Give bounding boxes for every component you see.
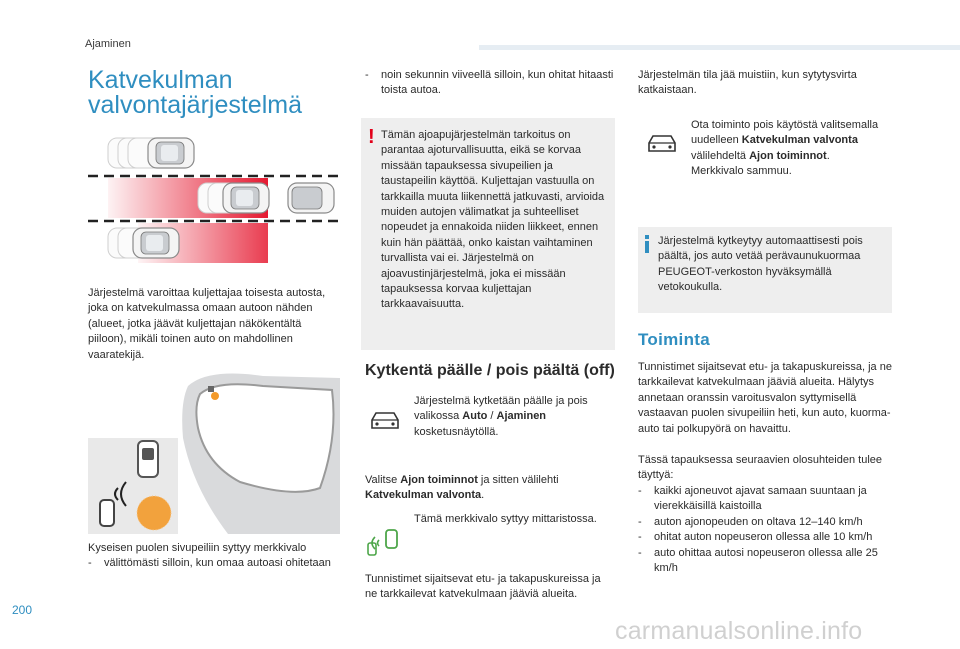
lamp-on-text: Tämä merkkivalo syttyy mittaristossa. bbox=[414, 513, 597, 525]
blind-spot-indicator-icon bbox=[366, 528, 406, 561]
page-title bbox=[88, 68, 302, 118]
mirror-lamp-text: Kyseisen puolen sivupeiliin syttyy merkkivalo bbox=[88, 542, 307, 554]
blind-spot-illustration bbox=[88, 128, 340, 268]
enable-text: Järjestelmä kytketään päälle ja pois valikossa Auto / Ajaminen kosketusnäytöllä. bbox=[414, 395, 588, 438]
watermark: carmanualsonline.info bbox=[615, 617, 863, 645]
title-line-2: valvontajärjestelmä bbox=[88, 91, 302, 119]
section-label: Ajaminen bbox=[85, 38, 131, 50]
info-text: Järjestelmä kytkeytyy automaattisesti pois päältä, jos auto vetää perävaunukuormaa PEUGEOT-verkoston hyväksymällä vetokoukulla. bbox=[658, 235, 863, 294]
disable-text: Ota toiminto pois käytöstä valitsemalla uudelleen Katvekulman valvonta välilehdeltä Ajon toiminnot. Merkkivalo sammuu. bbox=[691, 119, 879, 178]
section-heading-enable: Kytkentä päälle / pois päältä (off) bbox=[365, 362, 615, 379]
mirror-illustration bbox=[88, 368, 340, 534]
mirror-warning-lamp bbox=[211, 392, 219, 400]
exclamation-icon: ! bbox=[368, 126, 375, 148]
sensors-text: Tunnistimet sijaitsevat etu- ja takapuskureissa ja ne tarkkailevat katvekulmaan jääviä alueita. bbox=[365, 573, 601, 601]
list-item: - kaikki ajoneuvot ajavat samaan suuntaan ja vierekkäisillä kaistoilla bbox=[638, 485, 867, 513]
list-item: - auton ajonopeuden on oltava 12–140 km/h bbox=[638, 515, 863, 528]
car-icon bbox=[368, 410, 402, 432]
memory-text: Järjestelmän tila jää muistiin, kun sytytysvirta katkaistaan. bbox=[638, 69, 857, 97]
warning-box bbox=[361, 118, 615, 350]
list-item: - välittömästi silloin, kun omaa autoasi ohitetaan bbox=[88, 557, 331, 569]
list-item: - auto ohittaa autosi nopeuseron ollessa alle 25 km/h bbox=[638, 546, 878, 575]
section-heading-operation: Toiminta bbox=[638, 330, 710, 349]
conditions-list bbox=[638, 484, 892, 576]
car-icon bbox=[645, 133, 679, 155]
list-item: - noin sekunnin viiveellä silloin, kun ohitat hitaasti toista autoa. bbox=[365, 69, 614, 97]
list-item: - ohitat auton nopeuseron ollessa alle 10 km/h bbox=[638, 531, 873, 544]
header-bar bbox=[479, 45, 960, 50]
conditions-text: Tässä tapauksessa seuraavien olosuhteiden tulee täyttyä: bbox=[638, 454, 882, 482]
info-box bbox=[638, 227, 892, 313]
title-line-1: Katvekulman bbox=[88, 66, 233, 94]
intro-text: Järjestelmä varoittaa kuljettajaa toisesta autosta, joka on katvekulmassa omaan autoon nähden (alueet, jotka jäävät kuljettajan näkökentältä piiloon), mikäli toinen auto on mahdollinen vaaratekijä. bbox=[88, 287, 326, 361]
page-number: 200 bbox=[12, 603, 33, 617]
operation-text: Tunnistimet sijaitsevat etu- ja takapuskureissa, ja ne tarkkailevat katvekulmaan jääviä alueita. Hälytys annetaan oranssin varoitusvalon syttymisellä vastaavan puolen sivupeiliin heti, kun auto, kuorma-auto tai polkupyörä on havaittu. bbox=[638, 361, 892, 435]
select-text: Valitse Ajon toiminnot ja sitten välilehti Katvekulman valvonta. bbox=[365, 474, 559, 502]
info-icon bbox=[645, 235, 649, 253]
warning-text: Tämän ajoapujärjestelmän tarkoitus on parantaa ajoturvallisuutta, eikä se korvaa missään tapauksessa sivupeilien ja taustapeilin käyttöä. Kuljettajan vastuulla on tarkkailla muuta liikennettä jatkuvasti, arvioida muiden autojen välimatkat ja suhteelliset nopeudet ja ennakoida niiden liikkeet, ennen kuin hän päättää, onko kaistan vaihtaminen turvallista vai ei. Järjestelmä on ajoavustinjärjestelmä, joka ei missään tapauksessa korvaa kuljettajan tarkkaavaisuutta. bbox=[381, 129, 605, 311]
